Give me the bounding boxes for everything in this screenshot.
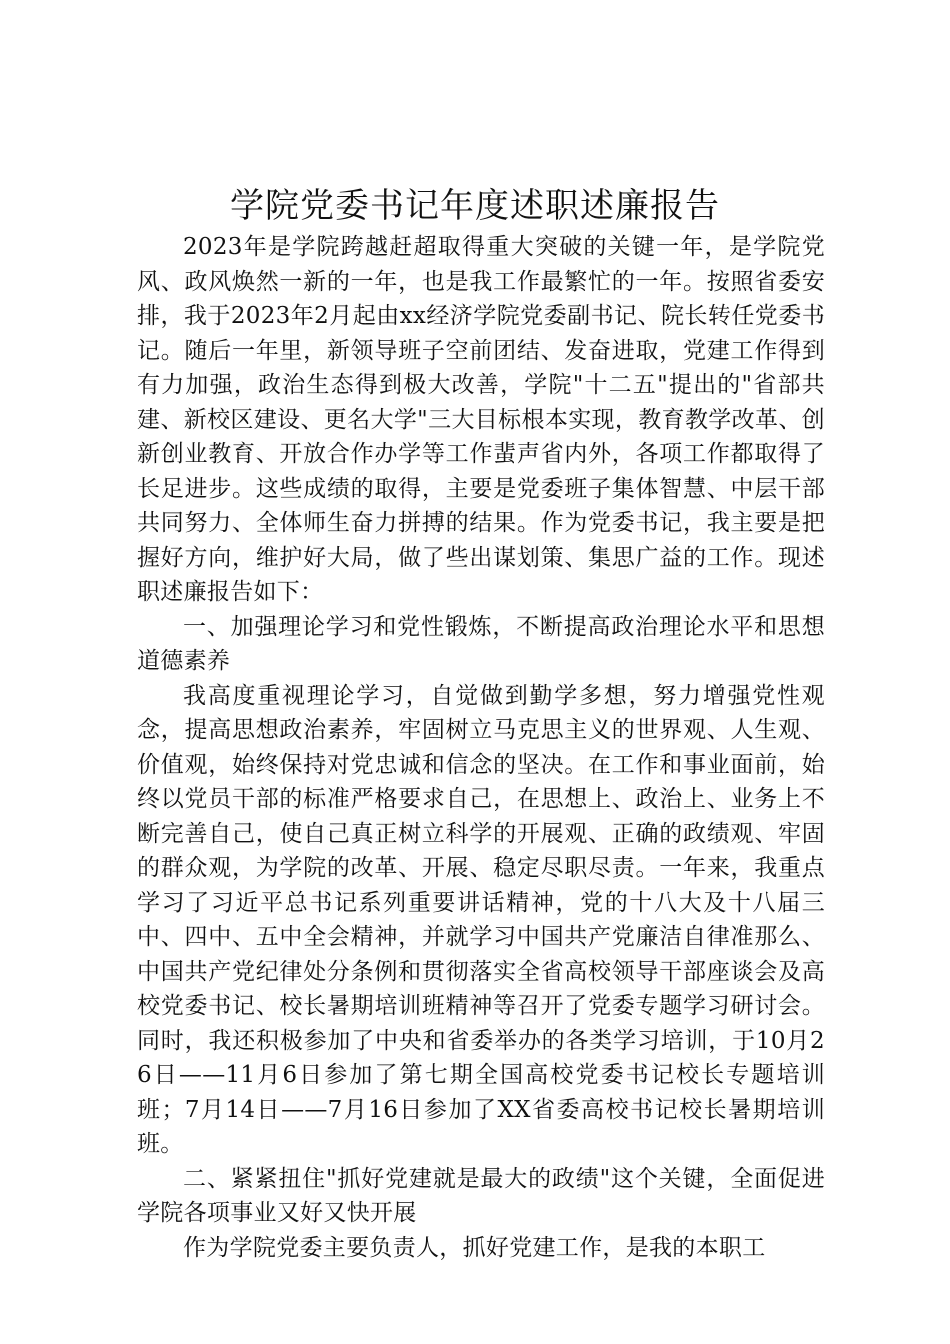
paragraph-section-2: 作为学院党委主要负责人，抓好党建工作，是我的本职工 <box>183 1234 766 1261</box>
section-heading-1: 一、加强理论学习和党性锻炼，不断提高政治理论水平和思想道德素养 <box>137 613 825 674</box>
paragraph-section-1: 我高度重视理论学习，自觉做到勤学多想，努力增强党性观念，提高思想政治素养，牢固树立马克思主义的世界观、人生观、价值观，始终保持对党忠诚和信念的坚决。在工作和事业面前，始终以党员干部的标准严格要求自己，在思想上、政治上、业务上不断完善自己，使自己真正树立科学的开展观、正确的政绩观、牢固的群众观，为学院的改革、开展、稳定尽职尽责。一年来，我重点学习了习近平总书记系列重要讲话精神，党的十八大及十八届三中、四中、五中全会精神，并就学习中国共产党廉洁自律准那么、中国共产党纪律处分条例和贯彻落实全省高校领导干部座谈会及高校党委书记、校长暑期培训班精神等召开了党委专题学习研讨会。同时，我还积极参加了中央和省委举办的各类学习培训，于10月26日——11月6日参加了第七期全国高校党委书记校长专题培训班；7月14日——7月16日参加了XX省委高校书记校长暑期培训班。 <box>137 682 825 1157</box>
paragraph-intro: 2023年是学院跨越赶超取得重大突破的关键一年，是学院党风、政风焕然一新的一年，也是我工作最繁忙的一年。按照省委安排，我于2023年2月起由xx经济学院党委副书记、院长转任党委书记。随后一年里，新领导班子空前团结、发奋进取，党建工作得到有力加强，政治生态得到极大改善，学院"十二五"提出的"省部共建、新校区建设、更名大学"三大目标根本实现，教育教学改革、创新创业教育、开放合作办学等工作蜚声省内外，各项工作都取得了长足进步。这些成绩的取得，主要是党委班子集体智慧、中层干部共同努力、全体师生奋力拼搏的结果。作为党委书记，我主要是把握好方向，维护好大局，做了些出谋划策、集思广益的工作。现述职述廉报告如下： <box>137 234 825 605</box>
document-title: 学院党委书记年度述职述廉报告 <box>230 186 720 226</box>
section-heading-2: 二、紧紧扭住"抓好党建就是最大的政绩"这个关键，全面促进学院各项事业又好又快开展 <box>137 1165 825 1226</box>
document-body <box>137 230 825 1265</box>
